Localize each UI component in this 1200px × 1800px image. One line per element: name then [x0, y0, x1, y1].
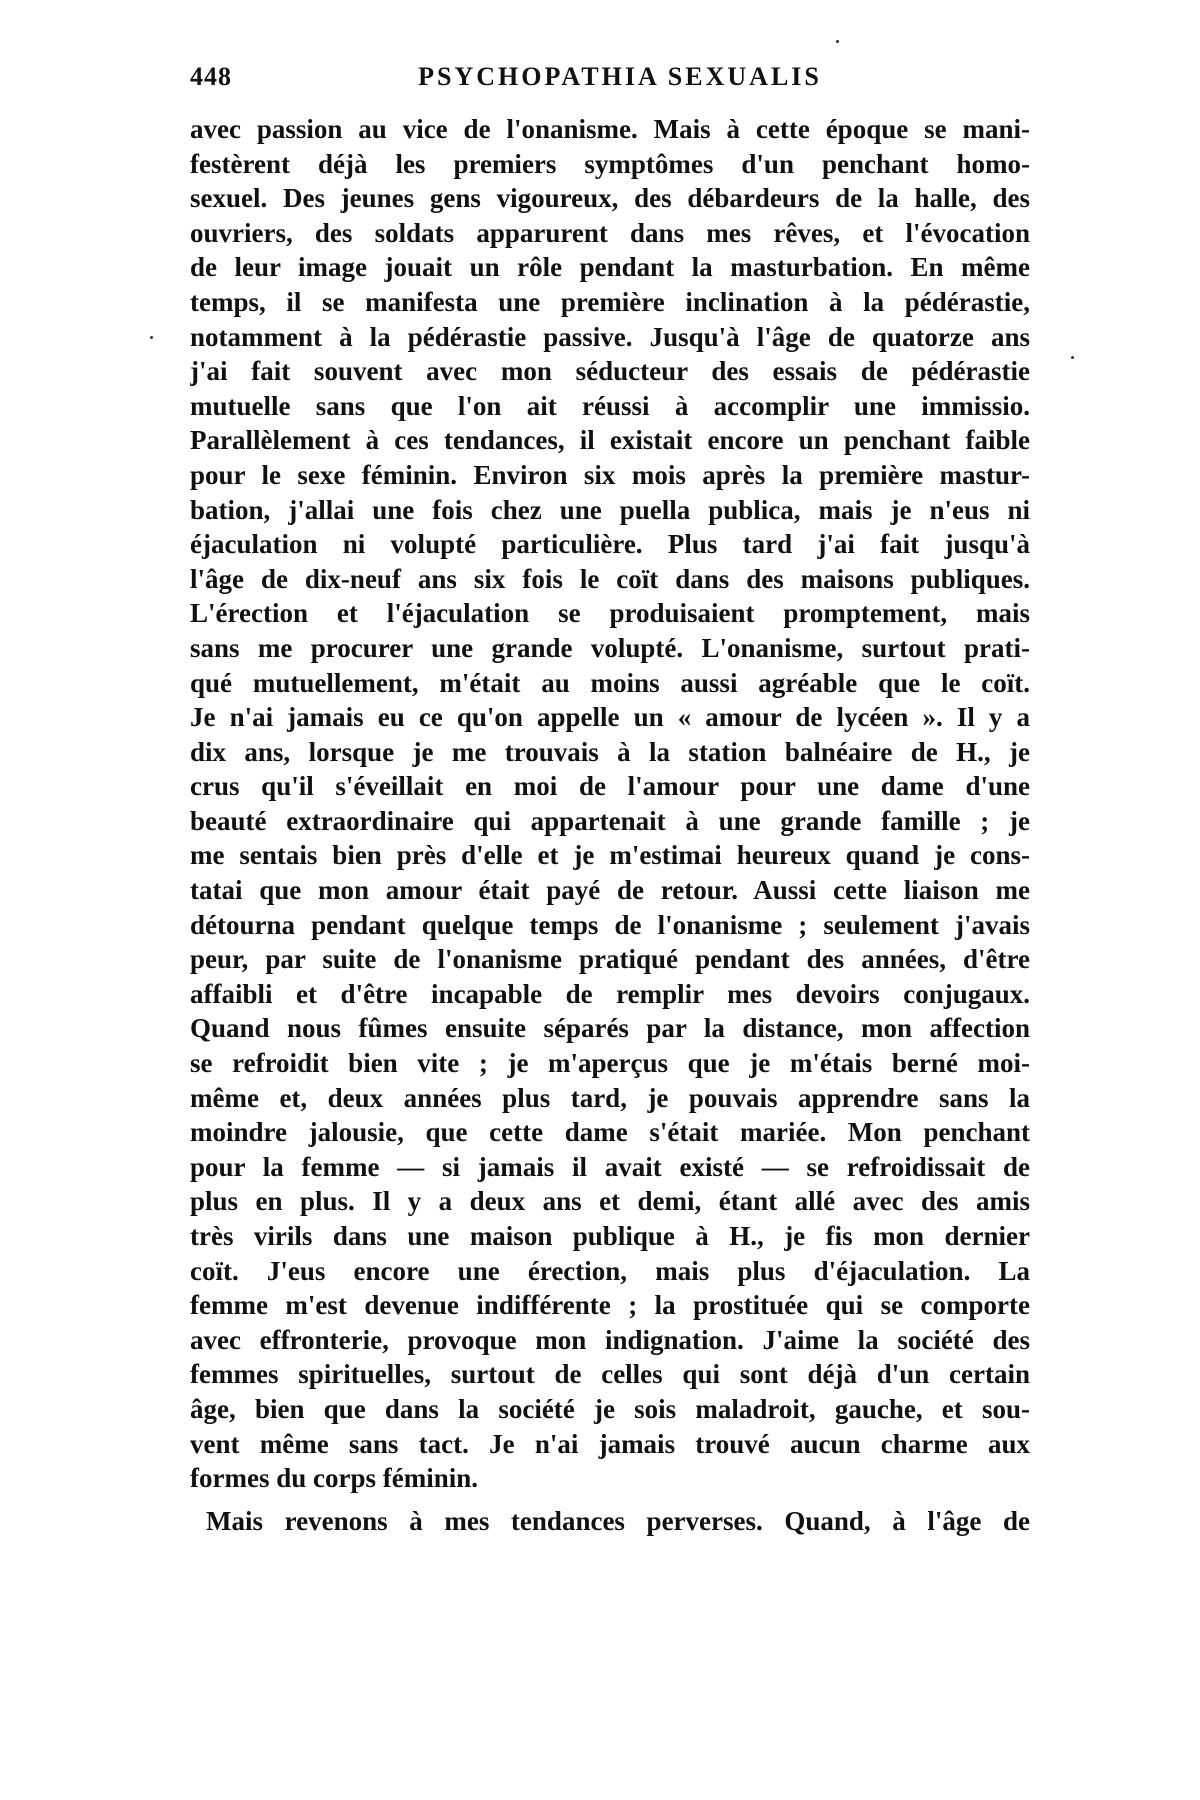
text-line: Je n'ai jamais eu ce qu'on appelle un « amour de lycéen ». Il y a	[190, 702, 1030, 733]
text-line: tatai que mon amour était payé de retour. Aussi cette liaison me	[190, 875, 1030, 906]
text-line: éjaculation ni volupté particulière. Plus tard j'ai fait jusqu'à	[190, 529, 1030, 560]
text-line: bation, j'allai une fois chez une puella publica, mais je n'eus ni	[190, 494, 1030, 525]
print-speck	[836, 40, 839, 43]
body-text	[190, 112, 1030, 1538]
print-speck	[150, 336, 153, 339]
paragraph-2	[190, 1504, 1030, 1539]
text-line: affaibli et d'être incapable de remplir mes devoirs conjugaux.	[190, 978, 1030, 1009]
text-line: qué mutuellement, m'était au moins aussi agréable que le coït.	[190, 667, 1030, 698]
text-line: mutuelle sans que l'on ait réussi à accomplir une immissio.	[190, 390, 1030, 421]
text-line: coït. J'eus encore une érection, mais plus d'éjaculation. La	[190, 1255, 1030, 1286]
text-line: femmes spirituelles, surtout de celles qui sont déjà d'un certain	[190, 1359, 1030, 1390]
text-line: ouvriers, des soldats apparurent dans mes rêves, et l'évocation	[190, 217, 1030, 248]
text-line: notamment à la pédérastie passive. Jusqu'à l'âge de quatorze ans	[190, 321, 1030, 352]
text-line: âge, bien que dans la société je sois maladroit, gauche, et sou-	[190, 1393, 1030, 1424]
text-line: l'âge de dix-neuf ans six fois le coït dans des maisons publiques.	[190, 563, 1030, 594]
text-line: L'érection et l'éjaculation se produisaient promptement, mais	[190, 598, 1030, 629]
text-line: dix ans, lorsque je me trouvais à la station balnéaire de H., je	[190, 736, 1030, 767]
text-line: Mais revenons à mes tendances perverses. Quand, à l'âge de	[206, 1505, 1030, 1536]
text-line: vent même sans tact. Je n'ai jamais trouvé aucun charme aux	[190, 1428, 1030, 1459]
print-speck	[1071, 356, 1074, 359]
text-line: pour la femme — si jamais il avait existé — se refroidissait de	[190, 1151, 1030, 1182]
text-line: sans me procurer une grande volupté. L'onanisme, surtout prati-	[190, 632, 1030, 663]
text-line: Parallèlement à ces tendances, il existait encore un penchant faible	[190, 425, 1030, 456]
text-line: crus qu'il s'éveillait en moi de l'amour pour une dame d'une	[190, 771, 1030, 802]
text-line: sexuel. Des jeunes gens vigoureux, des débardeurs de la halle, des	[190, 183, 1030, 214]
running-title: PSYCHOPATHIA SEXUALIS	[418, 62, 822, 91]
text-line: très virils dans une maison publique à H., je fis mon dernier	[190, 1221, 1030, 1251]
text-line: plus en plus. Il y a deux ans et demi, étant allé avec des amis	[190, 1186, 1030, 1217]
text-line: me sentais bien près d'elle et je m'estimai heureux quand je cons-	[190, 840, 1030, 871]
page-header	[190, 62, 1030, 102]
text-line: beauté extraordinaire qui appartenait à une grande famille ; je	[190, 805, 1030, 836]
text-line: pour le sexe féminin. Environ six mois après la première mastur-	[190, 459, 1030, 490]
text-line: avec effronterie, provoque mon indignation. J'aime la société des	[190, 1324, 1030, 1355]
text-line: festèrent déjà les premiers symptômes d'un penchant homo-	[190, 148, 1030, 179]
text-line: femme m'est devenue indifférente ; la prostituée qui se comporte	[190, 1290, 1030, 1321]
text-line: j'ai fait souvent avec mon séducteur des essais de pédérastie	[190, 356, 1030, 387]
text-line: peur, par suite de l'onanisme pratiqué pendant des années, d'être	[190, 944, 1030, 975]
paragraph-1	[190, 112, 1030, 1496]
text-line: moindre jalousie, que cette dame s'était mariée. Mon penchant	[190, 1117, 1030, 1148]
text-line: temps, il se manifesta une première inclination à la pédérastie,	[190, 286, 1030, 317]
text-line: avec passion au vice de l'onanisme. Mais à cette époque se mani-	[190, 114, 1030, 144]
text-line: Quand nous fûmes ensuite séparés par la distance, mon affection	[190, 1013, 1030, 1044]
text-line: détourna pendant quelque temps de l'onanisme ; seulement j'avais	[190, 909, 1030, 940]
text-line: se refroidit bien vite ; je m'aperçus que je m'étais berné moi-	[190, 1048, 1030, 1079]
text-line: formes du corps féminin.	[190, 1463, 478, 1494]
text-line: même et, deux années plus tard, je pouvais apprendre sans la	[190, 1082, 1030, 1113]
text-line: de leur image jouait un rôle pendant la masturbation. En même	[190, 252, 1030, 283]
page-number: 448	[190, 62, 232, 91]
